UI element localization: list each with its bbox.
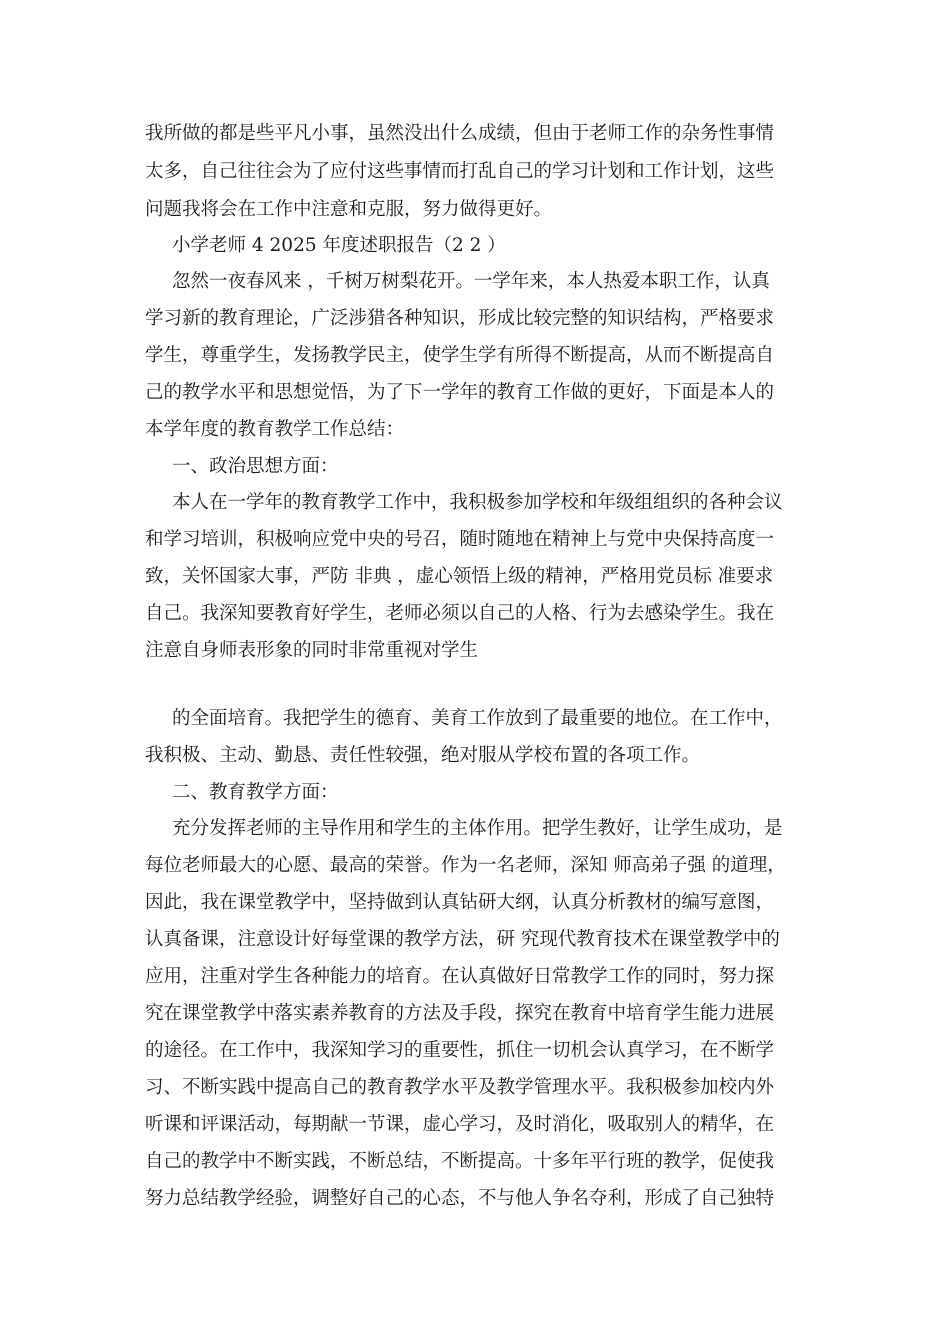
paragraph-line: 认真备课，注意设计好每堂课的教学方法，研 究现代教育技术在课堂教学中的 bbox=[145, 929, 780, 950]
paragraph-line: 忽然一夜春风来 ，千树万树梨花开。一学年来，本人热爱本职工作，认真 bbox=[172, 271, 770, 292]
paragraph-line: 本人在一学年的教育教学工作中，我积极参加学校和年级组组织的各种会议 bbox=[172, 492, 783, 513]
paragraph-line: 充分发挥老师的主导作用和学生的主体作用。把学生教好，让学生成功，是 bbox=[172, 818, 783, 839]
paragraph-line: 的全面培育。我把学生的德育、美育工作放到了最重要的地位。在工作中， bbox=[172, 708, 783, 729]
paragraph-line: 努力总结教学经验，调整好自己的心态，不与他人争名夺利，形成了自己独特 bbox=[145, 1188, 775, 1209]
paragraph-line: 太多，自己往往会为了应付这些事情而打乱自己的学习计划和工作计划，这些 bbox=[145, 161, 775, 182]
paragraph-line: 的途径。在工作中，我深知学习的重要性，抓住一切机会认真学习，在不断学 bbox=[145, 1040, 775, 1061]
paragraph-line: 应用，注重对学生各种能力的培育。在认真做好日常教学工作的同时，努力探 bbox=[145, 966, 775, 987]
paragraph-line: 究在课堂教学中落实素养教育的方法及手段，探究在教育中培育学生能力进展 bbox=[145, 1003, 775, 1024]
paragraph-line: 学习新的教育理论，广泛涉猎各种知识，形成比较完整的知识结构，严格要求 bbox=[145, 308, 775, 329]
paragraph-line: 本学年度的教育教学工作总结： bbox=[145, 419, 405, 440]
paragraph-line: 致，关怀国家大事，严防 非典 ，虚心领悟上级的精神，严格用党员标 准要求 bbox=[145, 566, 774, 587]
paragraph-line: 我积极、主动、勤恳、责任性较强，绝对服从学校布置的各项工作。 bbox=[145, 745, 701, 766]
paragraph-line: 和学习培训，积极响应党中央的号召，随时随地在精神上与党中央保持高度一 bbox=[145, 529, 775, 550]
paragraph-line: 因此，我在课堂教学中，坚持做到认真钻研大纲，认真分析教材的编写意图， bbox=[145, 892, 775, 913]
paragraph-line: 己的教学水平和思想觉悟，为了下一学年的教育工作做的更好，下面是本人的 bbox=[145, 382, 775, 403]
section-title-teaching: 二、教育教学方面： bbox=[172, 782, 339, 803]
paragraph-line: 自己的教学中不断实践，不断总结，不断提高。十多年平行班的教学，促使我 bbox=[145, 1151, 775, 1172]
paragraph-line: 习、不断实践中提高自己的教育教学水平及教学管理水平。我积极参加校内外 bbox=[145, 1077, 775, 1098]
paragraph-line: 学生，尊重学生，发扬教学民主，使学生学有所得不断提高，从而不断提高自 bbox=[145, 345, 775, 366]
paragraph-line: 听课和评课活动，每期献一节课，虚心学习，及时消化，吸取别人的精华，在 bbox=[145, 1114, 775, 1135]
report-heading: 小学老师 4 2025 年度述职报告（2 2 ） bbox=[172, 235, 506, 256]
paragraph-line: 自己。我深知要教育好学生，老师必须以自己的人格、行为去感染学生。我在 bbox=[145, 603, 775, 624]
paragraph-line: 我所做的都是些平凡小事，虽然没出什么成绩，但由于老师工作的杂务性事情 bbox=[145, 123, 775, 144]
paragraph-line: 注意自身师表形象的同时非常重视对学生 bbox=[145, 640, 479, 661]
paragraph-line: 每位老师最大的心愿、最高的荣誉。作为一名老师，深知 师高弟子强 的道理， bbox=[145, 855, 786, 876]
paragraph-line: 问题我将会在工作中注意和克服，努力做得更好。 bbox=[145, 199, 553, 220]
section-title-politics: 一、政治思想方面： bbox=[172, 456, 339, 477]
